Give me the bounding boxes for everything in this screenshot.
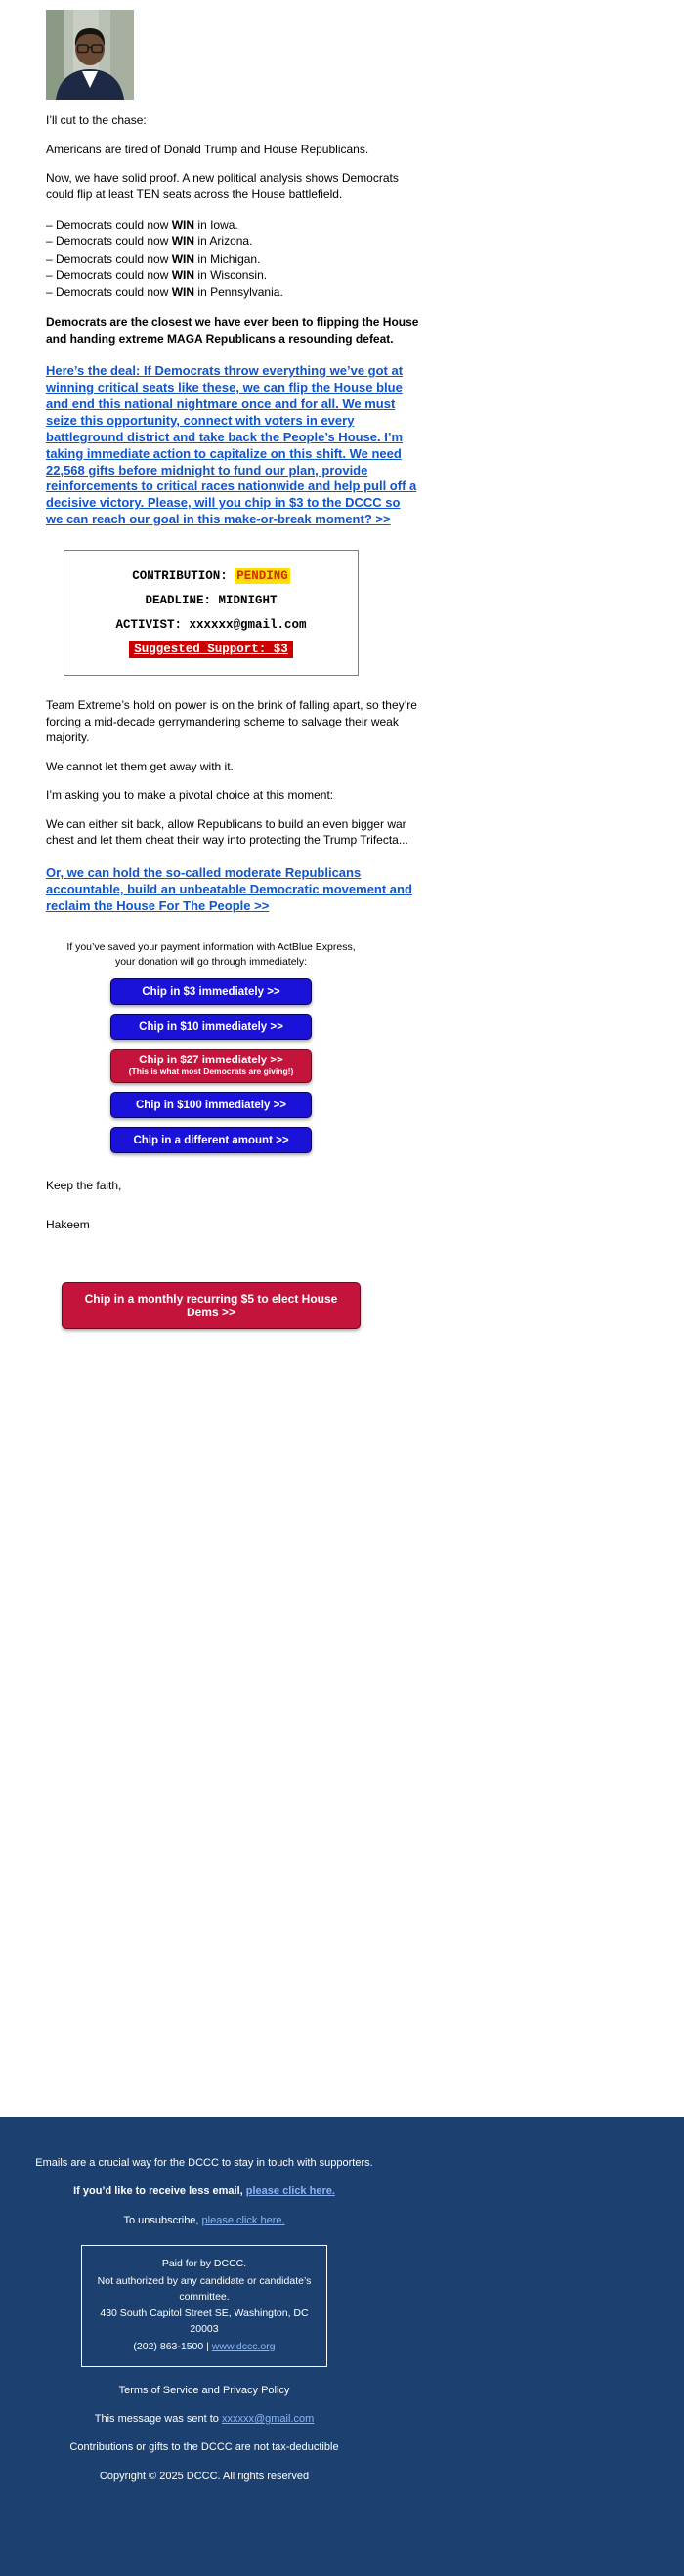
main-cta-link[interactable]: Here’s the deal: If Democrats throw everything we’ve got at winning critical seats like these, we can flip the House blue and end this national nightmare once and for all. We must seize this opportunity, connect with voters in every battleground district and take back the People’s House. I’m taking immediate action to capitalize on this shift. We need 22,568 gifts before midnight to fund our plan, provide reinforcements to critical races nationwide and help pull off a decisive victory. Please, will you chip in $3 to the DCCC so we can reach our goal in this make-or-break moment? >> <box>46 363 417 527</box>
cannot-paragraph: We cannot let them get away with it. <box>46 759 234 773</box>
team-extreme-paragraph: Team Extreme’s hold on power is on the brink of falling apart, so they’re forcing a mid-decade gerrymandering scheme to salvage their weak majority. <box>46 698 417 745</box>
sender-photo <box>46 10 134 100</box>
win-item-state: in Arizona. <box>194 234 253 249</box>
deadline-line: DEADLINE: MIDNIGHT <box>145 594 278 608</box>
unsubscribe-link[interactable]: please click here. <box>201 2214 285 2226</box>
tax-note: Contributions or gifts to the DCCC are not tax-deductible <box>69 2441 339 2454</box>
less-email-link[interactable]: please click here. <box>245 2185 335 2198</box>
win-item-wisconsin <box>46 268 420 283</box>
secondary-cta-link[interactable]: Or, we can hold the so-called moderate Republicans accountable, build an unbeatable Democratic movement and reclaim the House For The People >> <box>46 864 412 913</box>
chip-in-27-button[interactable] <box>110 1049 312 1083</box>
donate-buttons <box>0 978 422 1153</box>
win-item-arizona <box>46 233 420 249</box>
win-item-iowa <box>46 217 420 232</box>
win-item-state: in Michigan. <box>194 251 261 266</box>
pivotal-paragraph: I’m asking you to make a pivotal choice at this moment: <box>46 788 334 803</box>
win-item-text: – Democrats could now <box>46 218 172 232</box>
paid-for-disclaimer-box <box>81 2245 327 2367</box>
closest-paragraph: Democrats are the closest we have ever been to flipping the House and handing extreme MAGA Republicans a resounding defeat. <box>46 315 419 346</box>
win-item-pennsylvania <box>46 284 420 300</box>
win-item-emphasis: WIN <box>171 284 195 299</box>
suggested-support-line <box>70 643 352 656</box>
sent-to-text: This message was sent to <box>94 2413 222 2426</box>
unsubscribe-text: To unsubscribe, <box>123 2214 202 2226</box>
sender-name: Hakeem <box>46 1218 90 1232</box>
person-portrait-image <box>46 10 134 100</box>
win-item-state: in Pennsylvania. <box>194 284 283 299</box>
sent-to-line <box>10 2412 399 2427</box>
paid-for-line: Paid for by DCCC. <box>161 2258 247 2270</box>
tired-paragraph: Americans are tired of Donald Trump and House Republicans. <box>46 142 369 156</box>
win-item-emphasis: WIN <box>171 268 195 282</box>
activist-line: ACTIVIST: xxxxxx@gmail.com <box>115 618 307 633</box>
copyright-line: Copyright © 2025 DCCC. All rights reserved <box>99 2470 310 2482</box>
win-item-text: – Democrats could now <box>46 251 172 266</box>
chip-different-amount-button[interactable]: Chip in a different amount >> <box>110 1127 312 1153</box>
express-note-line2: your donation will go through immediately: <box>114 955 308 968</box>
win-item-text: – Democrats could now <box>46 234 172 249</box>
email-footer <box>0 2117 684 2576</box>
proof-paragraph: Now, we have solid proof. A new political analysis shows Democrats could flip at least TEN seats across the House battlefield. <box>46 171 399 201</box>
express-note-line1: If you’ve saved your payment information with ActBlue Express, <box>66 940 356 953</box>
footer-supporters-note: Emails are a crucial way for the DCCC to stay in touch with supporters. <box>35 2157 373 2169</box>
chip-in-27-subtext: (This is what most Democrats are giving!) <box>128 1066 294 1077</box>
terms-privacy-link[interactable]: Terms of Service and Privacy Policy <box>118 2384 290 2396</box>
chip-in-100-button[interactable]: Chip in $100 immediately >> <box>110 1092 312 1118</box>
chip-in-3-button[interactable]: Chip in $3 immediately >> <box>110 978 312 1005</box>
win-list <box>46 217 420 300</box>
suggested-support-link[interactable]: Suggested Support: $3 <box>129 641 293 658</box>
address-line: 430 South Capitol Street SE, Washington, DC 20003 <box>100 2307 309 2336</box>
actblue-express-note <box>0 940 422 970</box>
contribution-label: CONTRIBUTION: <box>132 569 235 584</box>
win-item-emphasis: WIN <box>171 234 195 249</box>
footer-less-email-line <box>10 2184 399 2199</box>
footer-unsubscribe-line <box>10 2214 399 2228</box>
chip-in-10-button[interactable]: Chip in $10 immediately >> <box>110 1014 312 1040</box>
win-item-text: – Democrats could now <box>46 284 172 299</box>
phone-number: (202) 863-1500 | <box>133 2340 212 2352</box>
monthly-recurring-button[interactable]: Chip in a monthly recurring $5 to elect House Dems >> <box>62 1282 361 1329</box>
win-item-michigan <box>46 251 420 267</box>
win-item-state: in Wisconsin. <box>194 268 268 282</box>
phone-website-line <box>90 2340 319 2355</box>
win-item-emphasis: WIN <box>171 251 195 266</box>
sit-back-paragraph: We can either sit back, allow Republicans to build an even bigger war chest and let them cheat their way into protecting the Trump Trifecta... <box>46 816 408 848</box>
contribution-box <box>64 550 359 676</box>
dccc-website-link[interactable]: www.dccc.org <box>211 2340 276 2352</box>
email-main <box>0 0 422 1329</box>
win-item-emphasis: WIN <box>171 218 195 232</box>
win-item-state: in Iowa. <box>194 218 238 232</box>
signoff-line: Keep the faith, <box>46 1179 122 1193</box>
win-item-text: – Democrats could now <box>46 268 172 282</box>
less-email-text: If you’d like to receive less email, <box>73 2185 246 2198</box>
not-authorized-line: Not authorized by any candidate or candidate’s committee. <box>97 2274 312 2303</box>
pending-highlight: PENDING <box>236 569 288 584</box>
recipient-email-link[interactable]: xxxxxx@gmail.com <box>221 2413 315 2426</box>
footer-content <box>0 2117 408 2517</box>
contribution-line <box>70 569 352 583</box>
chip-in-27-label: Chip in $27 immediately >> <box>139 1055 283 1067</box>
intro-line: I’ll cut to the chase: <box>46 113 147 127</box>
